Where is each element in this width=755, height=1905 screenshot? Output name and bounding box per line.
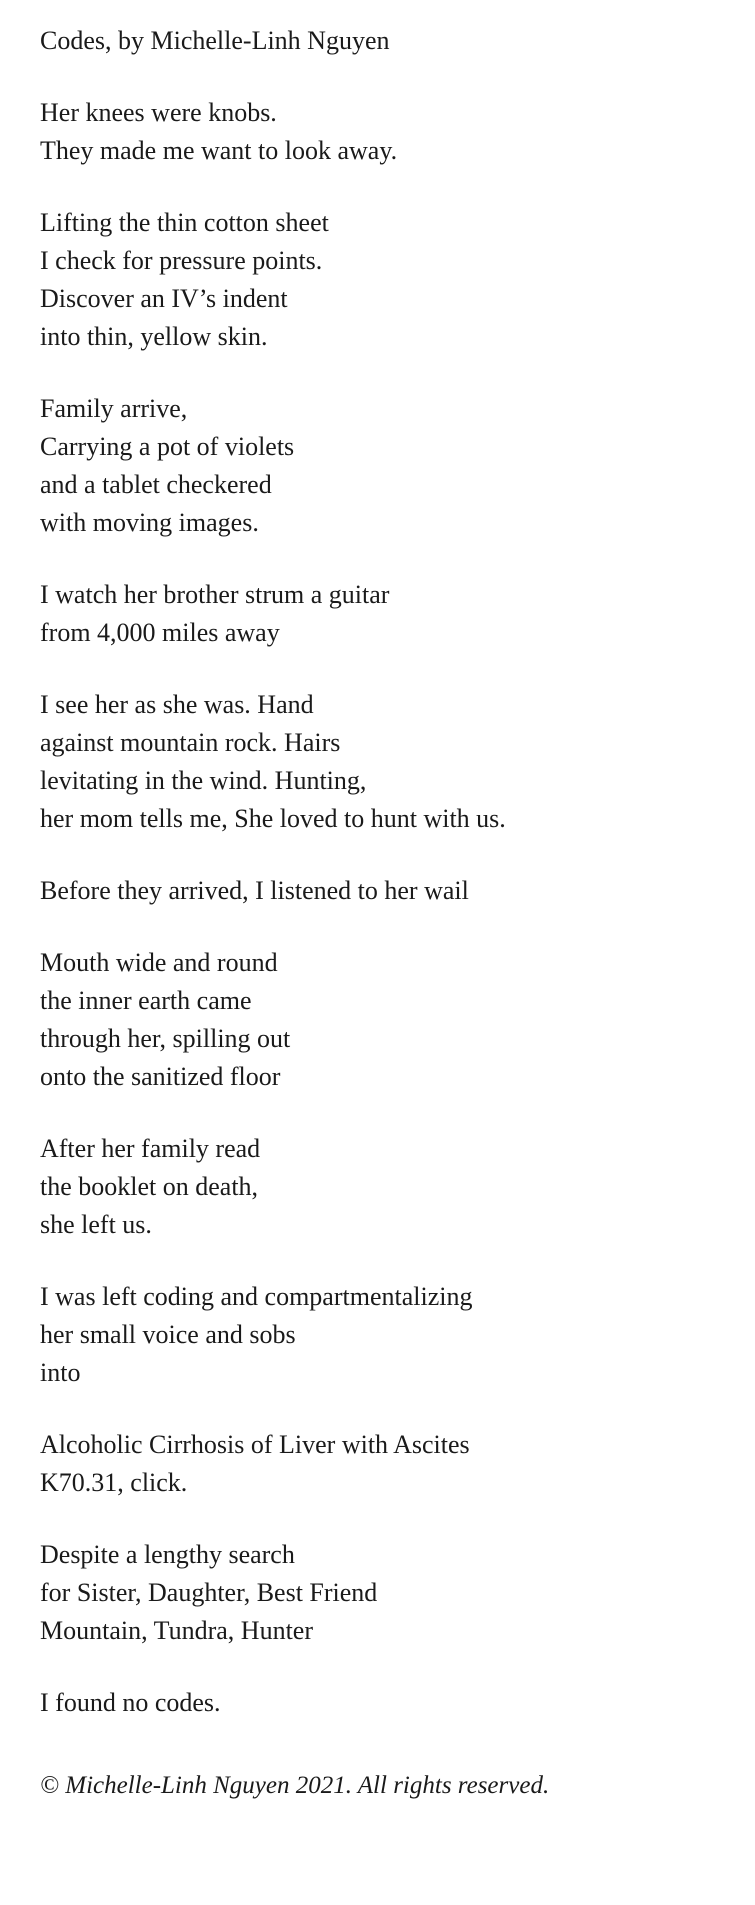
poem-line: Mountain, Tundra, Hunter [40,1616,313,1645]
poem-line: Family arrive, [40,394,188,423]
poem-line: with moving images. [40,508,259,537]
poem-line: I was left coding and compartmentalizing [40,1282,473,1311]
poem-line: the inner earth came [40,986,252,1015]
poem-line: Despite a lengthy search [40,1540,295,1569]
poem-line: After her family read [40,1134,261,1163]
poem-line: They made me want to look away. [40,136,398,165]
poem-line: Her knees were knobs. [40,98,277,127]
poem-line: Carrying a pot of violets [40,432,295,461]
stanza [40,390,715,542]
poem-line: I see her as she was. Hand [40,690,314,719]
poem-line: through her, spilling out [40,1024,291,1053]
poem-line: I watch her brother strum a guitar [40,580,390,609]
poem-line: her small voice and sobs [40,1320,296,1349]
poem-line: Lifting the thin cotton sheet [40,208,329,237]
stanza [40,94,715,170]
stanza [40,1278,715,1392]
stanza [40,872,715,910]
stanza [40,1130,715,1244]
poem-line: I found no codes. [40,1688,221,1717]
copyright-notice: © Michelle-Linh Nguyen 2021. All rights reserved. [40,1772,550,1799]
poem-line: into thin, yellow skin. [40,322,268,351]
poem-line: for Sister, Daughter, Best Friend [40,1578,378,1607]
poem-line: and a tablet checkered [40,470,272,499]
poem-line: levitating in the wind. Hunting, [40,766,367,795]
poem-line: Discover an IV’s indent [40,284,288,313]
poem-line: K70.31, click. [40,1468,188,1497]
poem-line: her mom tells me, She loved to hunt with us. [40,804,506,833]
stanza [40,1536,715,1650]
stanza [40,576,715,652]
poem-body [40,22,715,1722]
poem-line: the booklet on death, [40,1172,259,1201]
stanza [40,1684,715,1722]
poem-line: onto the sanitized floor [40,1062,281,1091]
stanza [40,1426,715,1502]
stanza [40,686,715,838]
poem-line: Mouth wide and round [40,948,278,977]
poem-line: into [40,1358,81,1387]
poem-line: Alcoholic Cirrhosis of Liver with Ascites [40,1430,470,1459]
poem-line: from 4,000 miles away [40,618,280,647]
poem-line: against mountain rock. Hairs [40,728,341,757]
stanza-container [40,94,715,1722]
poem-title: Codes, by Michelle-Linh Nguyen [40,26,390,55]
stanza [40,204,715,356]
stanza [40,944,715,1096]
poem-line: she left us. [40,1210,152,1239]
poem-line: Before they arrived, I listened to her wail [40,876,469,905]
poem-line: I check for pressure points. [40,246,323,275]
